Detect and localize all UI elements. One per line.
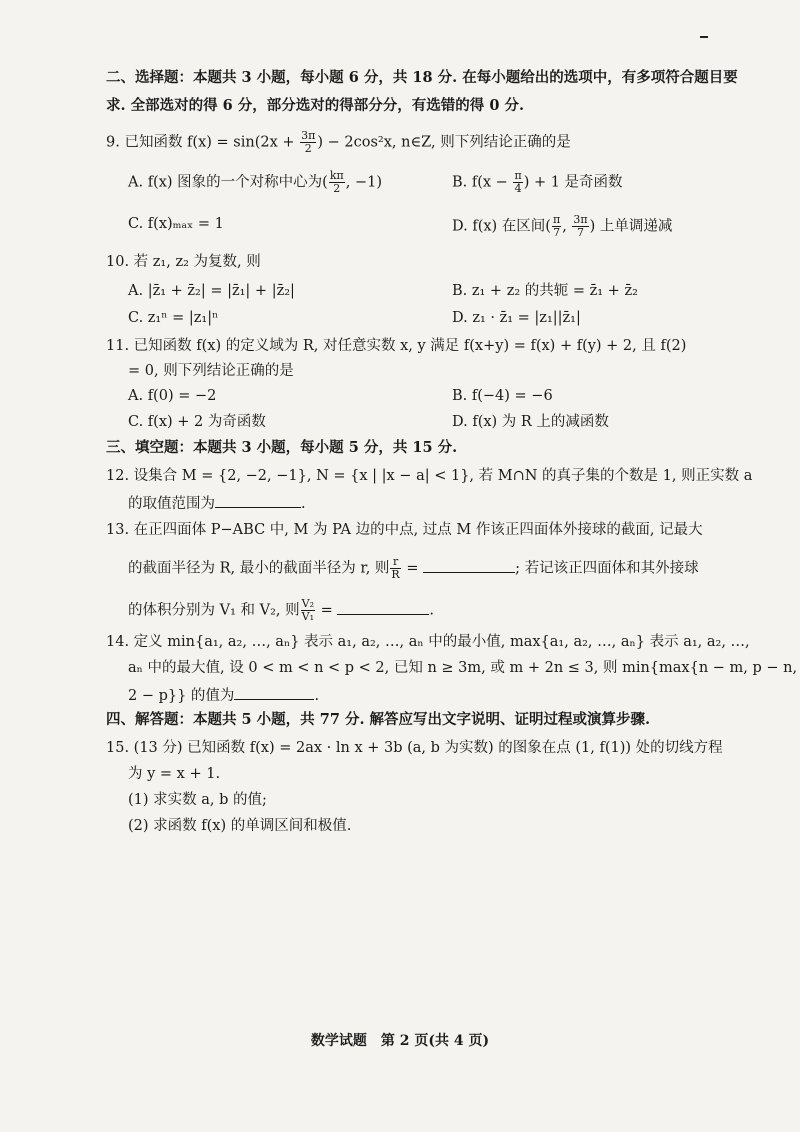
q11-option-a: A. f(0) = −2 [128, 388, 217, 404]
q14-line1: 14. 定义 min{a₁, a₂, …, aₙ} 表示 a₁, a₂, …, aₙ 中的最小值, max{a₁, a₂, …, aₙ} 表示 a₁, a₂, …, [106, 634, 750, 650]
q15-part1: (1) 求实数 a, b 的值; [128, 792, 267, 808]
q10-option-b: B. z₁ + z₂ 的共轭 = z̄₁ + z̄₂ [452, 283, 638, 299]
q13-volume-blank[interactable] [337, 599, 429, 615]
q14-line3: 2 − p}} 的值为 . [128, 684, 319, 706]
q13-ratio-blank[interactable] [423, 557, 515, 573]
q11-option-d: D. f(x) 为 R 上的减函数 [452, 414, 609, 430]
q10-option-d: D. z₁ · z̄₁ = |z₁||z̄₁| [452, 310, 581, 326]
section3-heading: 三、填空题：本题共 3 小题，每小题 5 分，共 15 分. [106, 439, 458, 456]
section4-heading: 四、解答题：本题共 5 小题，共 77 分. 解答应写出文字说明、证明过程或演算步骤. [106, 711, 651, 728]
q11-stem-line1: 11. 已知函数 f(x) 的定义域为 R, 对任意实数 x, y 满足 f(x+y) = f(x) + f(y) + 2, 且 f(2) [106, 338, 687, 354]
q10-option-c: C. z₁ⁿ = |z₁|ⁿ [128, 310, 219, 326]
q10-option-a: A. |z̄₁ + z̄₂| = |z̄₁| + |z̄₂| [128, 283, 295, 299]
q10-stem: 10. 若 z₁, z₂ 为复数, 则 [106, 254, 261, 270]
q13-line3: 的体积分别为 V₁ 和 V₂, 则 $\frac{\text{V₂}}{\text{V₁}}$ = . [128, 597, 434, 623]
corner-mark [700, 36, 708, 38]
q11-stem-line2: = 0, 则下列结论正确的是 [128, 363, 294, 379]
q13-line2: 的截面半径为 R, 最小的截面半径为 r, 则 $\frac{r}{R}$ = ; 若记该正四面体和其外接球 [128, 555, 699, 581]
q12-line1: 12. 设集合 M = {2, −2, −1}, N = {x | |x − a| < 1}, 若 M∩N 的真子集的个数是 1, 则正实数 a [106, 468, 753, 484]
q9-option-d: D. f(x) 在区间( $\frac{\pi}{7}$ , $\frac{3\pi}{7}$ ) 上单调递减 [452, 213, 673, 239]
q9-option-a: A. f(x) 图象的一个对称中心为( $\frac{k\pi}{2}$ , −1) [128, 169, 382, 195]
q11-option-b: B. f(−4) = −6 [452, 388, 553, 404]
q9-stem-fraction: $\frac{3\pi}{2}$ [301, 129, 316, 155]
q12-line2: 的取值范围为 . [128, 492, 306, 514]
q15-part2: (2) 求函数 f(x) 的单调区间和极值. [128, 818, 352, 834]
q11-option-c: C. f(x) + 2 为奇函数 [128, 414, 266, 430]
q9-option-c: C. f(x)ₘₐₓ = 1 [128, 216, 224, 232]
q13-line1: 13. 在正四面体 P−ABC 中, M 为 PA 边的中点, 过点 M 作该正四面体外接球的截面, 记最大 [106, 522, 703, 538]
q15-line1: 15. (13 分) 已知函数 f(x) = 2ax · ln x + 3b (a, b 为实数) 的图象在点 (1, f(1)) 处的切线方程 [106, 740, 723, 756]
page-footer: 数学试题 第 2 页(共 4 页) [310, 1033, 490, 1049]
q9-option-b: B. f(x − $\frac{\pi}{4}$ ) + 1 是奇函数 [452, 169, 623, 195]
q9-stem: 9. 已知函数 f(x) = sin(2x + $\frac{3\pi}{2}$ ) − 2cos²x, n∈Z, 则下列结论正确的是 [106, 129, 571, 155]
section2-heading-line2: 求. 全部选对的得 6 分，部分选对的得部分分，有选错的得 0 分. [106, 97, 525, 114]
q12-answer-blank[interactable] [215, 492, 301, 508]
q15-line2: 为 y = x + 1. [128, 766, 221, 782]
q14-answer-blank[interactable] [234, 684, 314, 700]
q14-line2: aₙ 中的最大值, 设 0 < m < n < p < 2, 已知 n ≥ 3m, 或 m + 2n ≤ 3, 则 min{max{n − m, p − n, [128, 660, 798, 676]
section2-heading-line1: 二、选择题：本题共 3 小题，每小题 6 分，共 18 分. 在每小题给出的选项中，有多项符合题目要 [106, 69, 738, 86]
